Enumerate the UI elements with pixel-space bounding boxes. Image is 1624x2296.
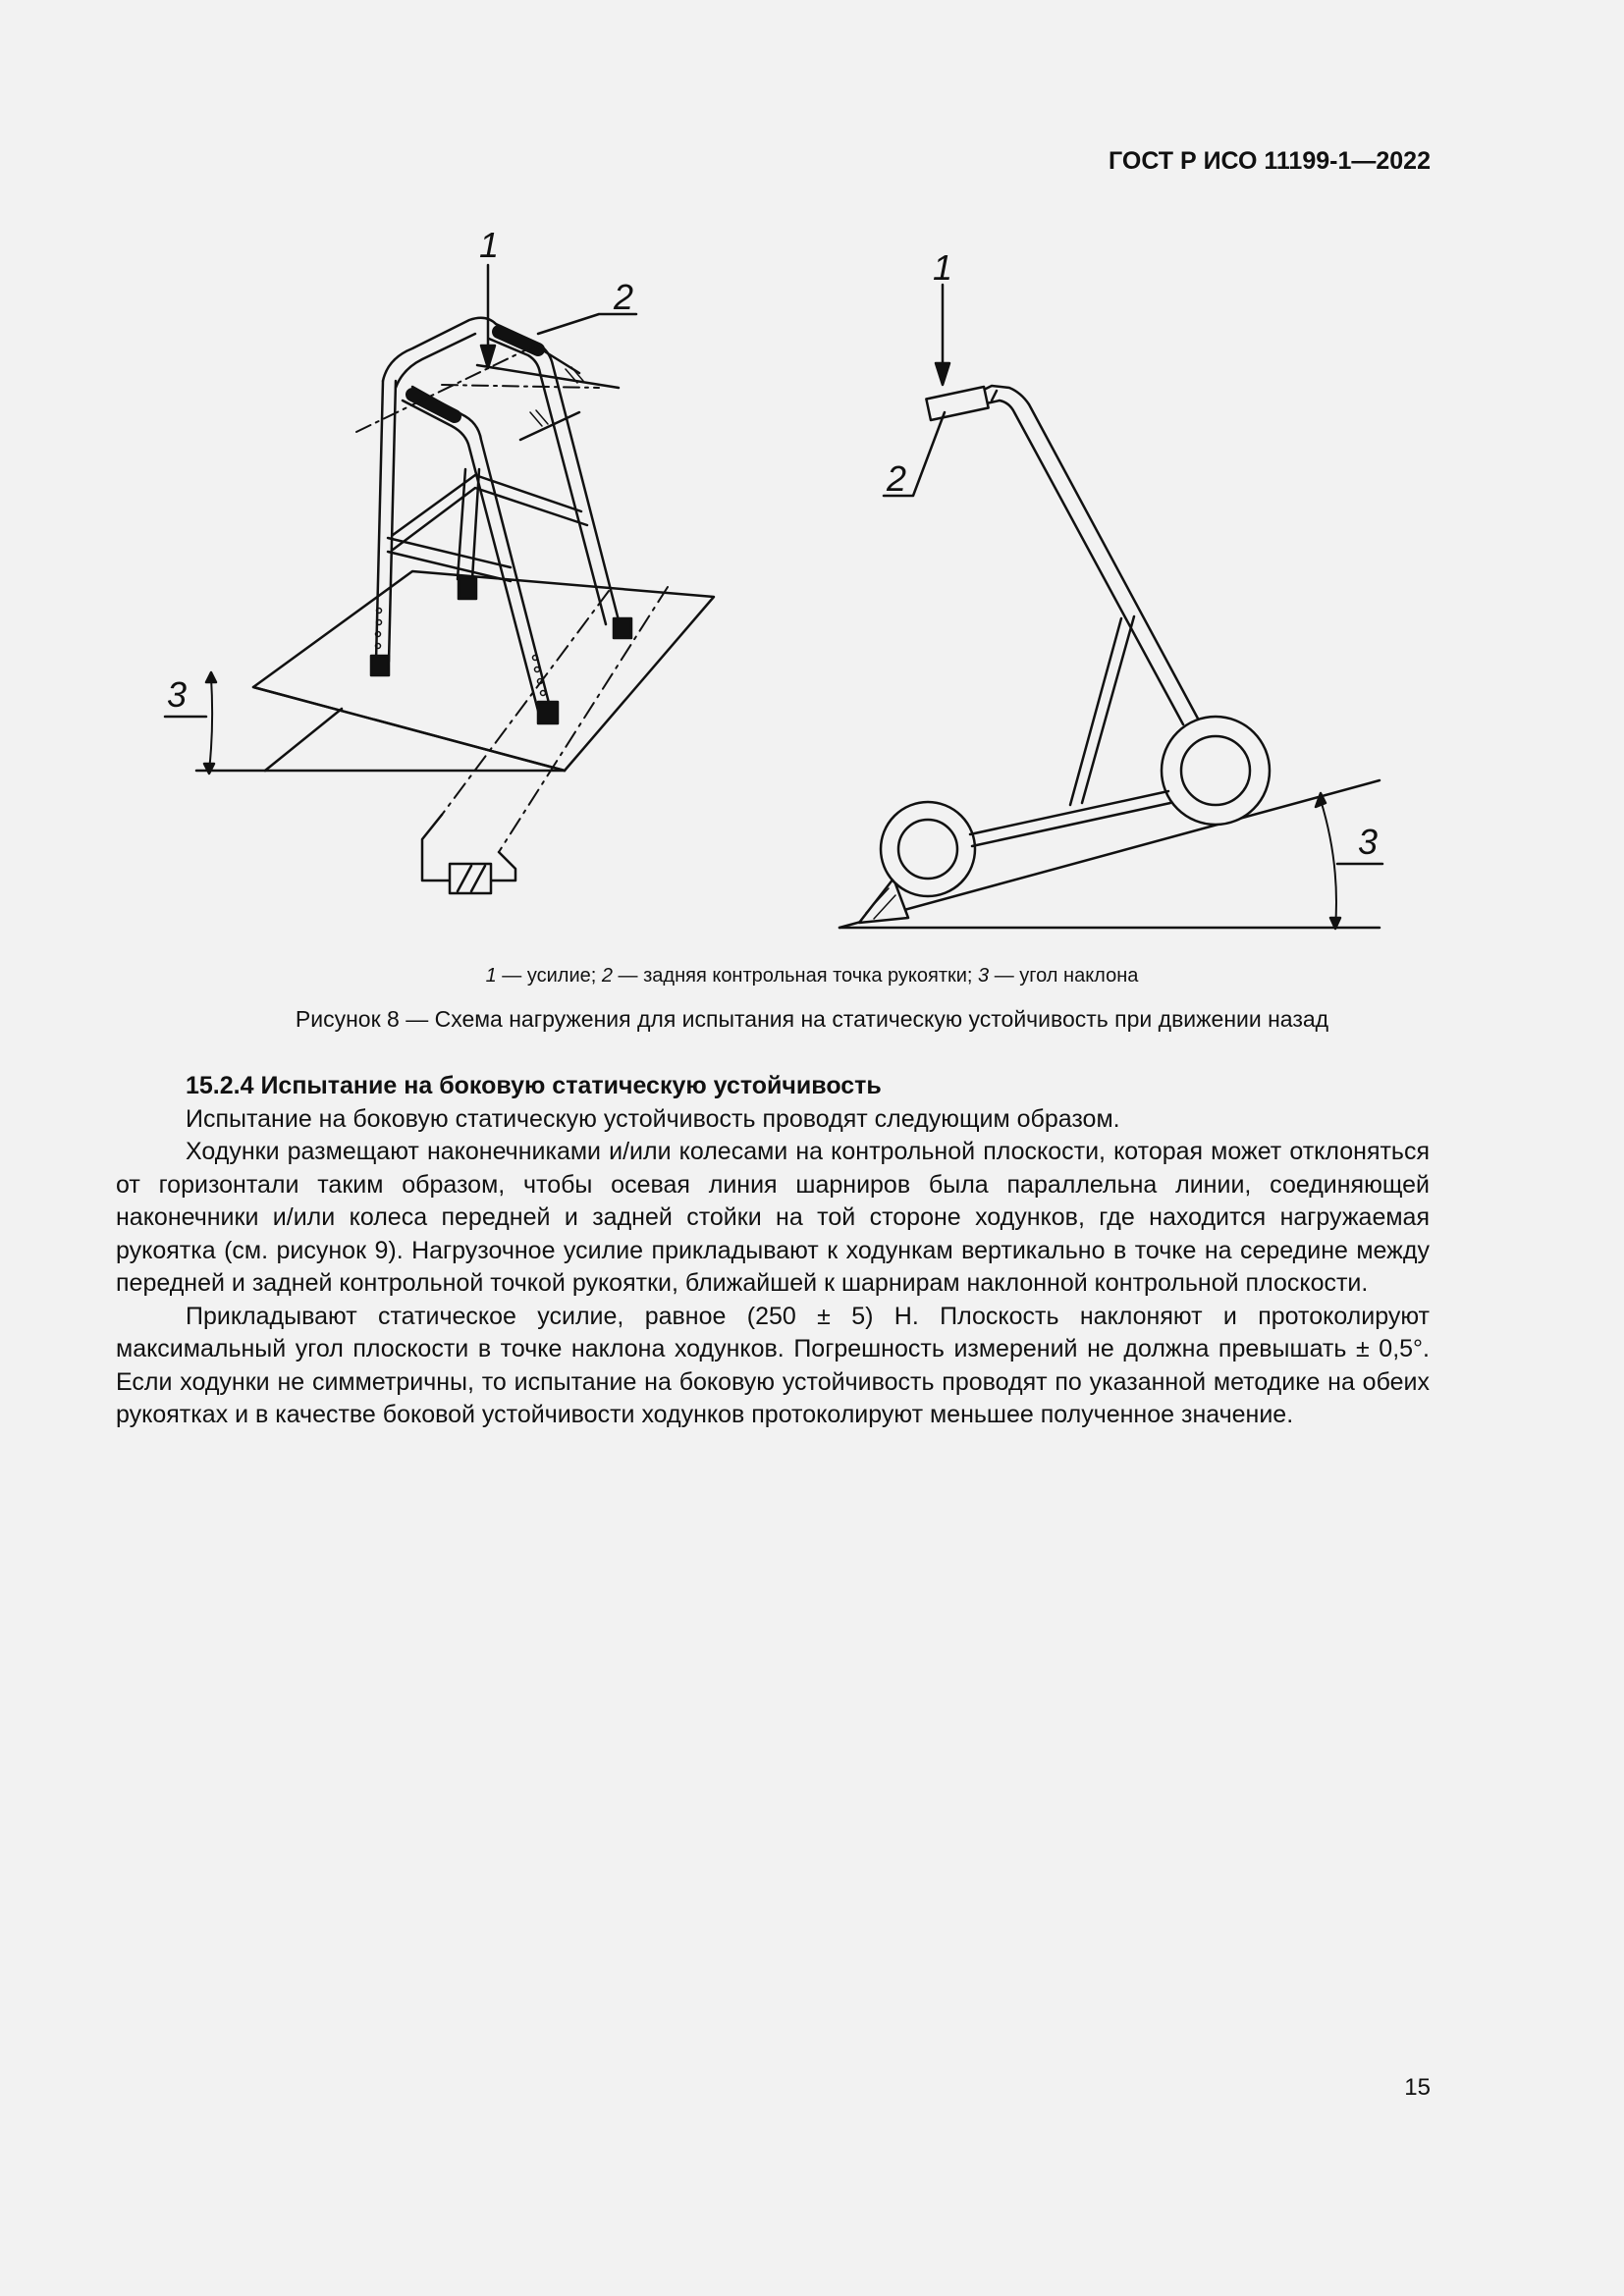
left-label-2: 2 — [614, 277, 634, 317]
paragraph: Ходунки размещают наконечниками и/или колесами на контрольной плоскости, которая может отклоняться от горизонтали таким образом, чтобы осевая линия шарниров была параллельна линии, соединяющей наконечники и/или колеса передней и задней стойки на той стороне ходунков, где находится нагружаемая рукоятка (см. рисунок 9). Нагрузочное усилие прикладывают к ходункам вертикально в точке на середине между передней и задней контрольной точкой рукоятки, ближайшей к шарнирам наклонной контрольной плоскости. — [116, 1138, 1430, 1297]
figure-caption: Рисунок 8 — Схема нагружения для испытания на статическую устойчивость при движении назад — [295, 1006, 1329, 1032]
figure-legend — [0, 965, 1624, 988]
right-label-1: 1 — [933, 247, 953, 288]
left-label-1: 1 — [479, 225, 500, 265]
page-number: 15 — [1404, 2074, 1431, 2101]
left-label-3: 3 — [167, 674, 188, 715]
left-walker-diagram — [165, 265, 714, 893]
legend-text: — усилие; — [496, 965, 602, 987]
legend-num: 1 — [485, 965, 497, 987]
document-header: ГОСТ Р ИСО 11199-1—2022 — [1109, 147, 1431, 175]
right-label-3: 3 — [1358, 822, 1379, 862]
legend-text: — угол наклона — [989, 965, 1139, 987]
legend-num: 3 — [978, 965, 990, 987]
section-heading: 15.2.4 Испытание на боковую статическую устойчивость — [186, 1072, 882, 1099]
legend-text: — задняя контрольная точка рукоятки; — [613, 965, 979, 987]
paragraph: Испытание на боковую статическую устойчивость проводят следующим образом. — [186, 1104, 1120, 1133]
right-walker-diagram — [839, 285, 1382, 929]
right-label-2: 2 — [887, 458, 907, 499]
section-body — [116, 1070, 1430, 1432]
figure-8 — [0, 0, 1624, 962]
paragraph: Прикладывают статическое усилие, равное (250 ± 5) Н. Плоскость наклоняют и протоколируют максимальный угол плоскости в точке наклона ходунков. Погрешность измерений не должна превышать ± 0,5°. Если ходунки не симметричны, то испытание на боковую устойчивость проводят по указанной методике на обеих рукоятках и в качестве боковой устойчивости ходунков протоколируют меньшее полученное значение. — [116, 1302, 1430, 1428]
legend-num: 2 — [601, 965, 613, 987]
